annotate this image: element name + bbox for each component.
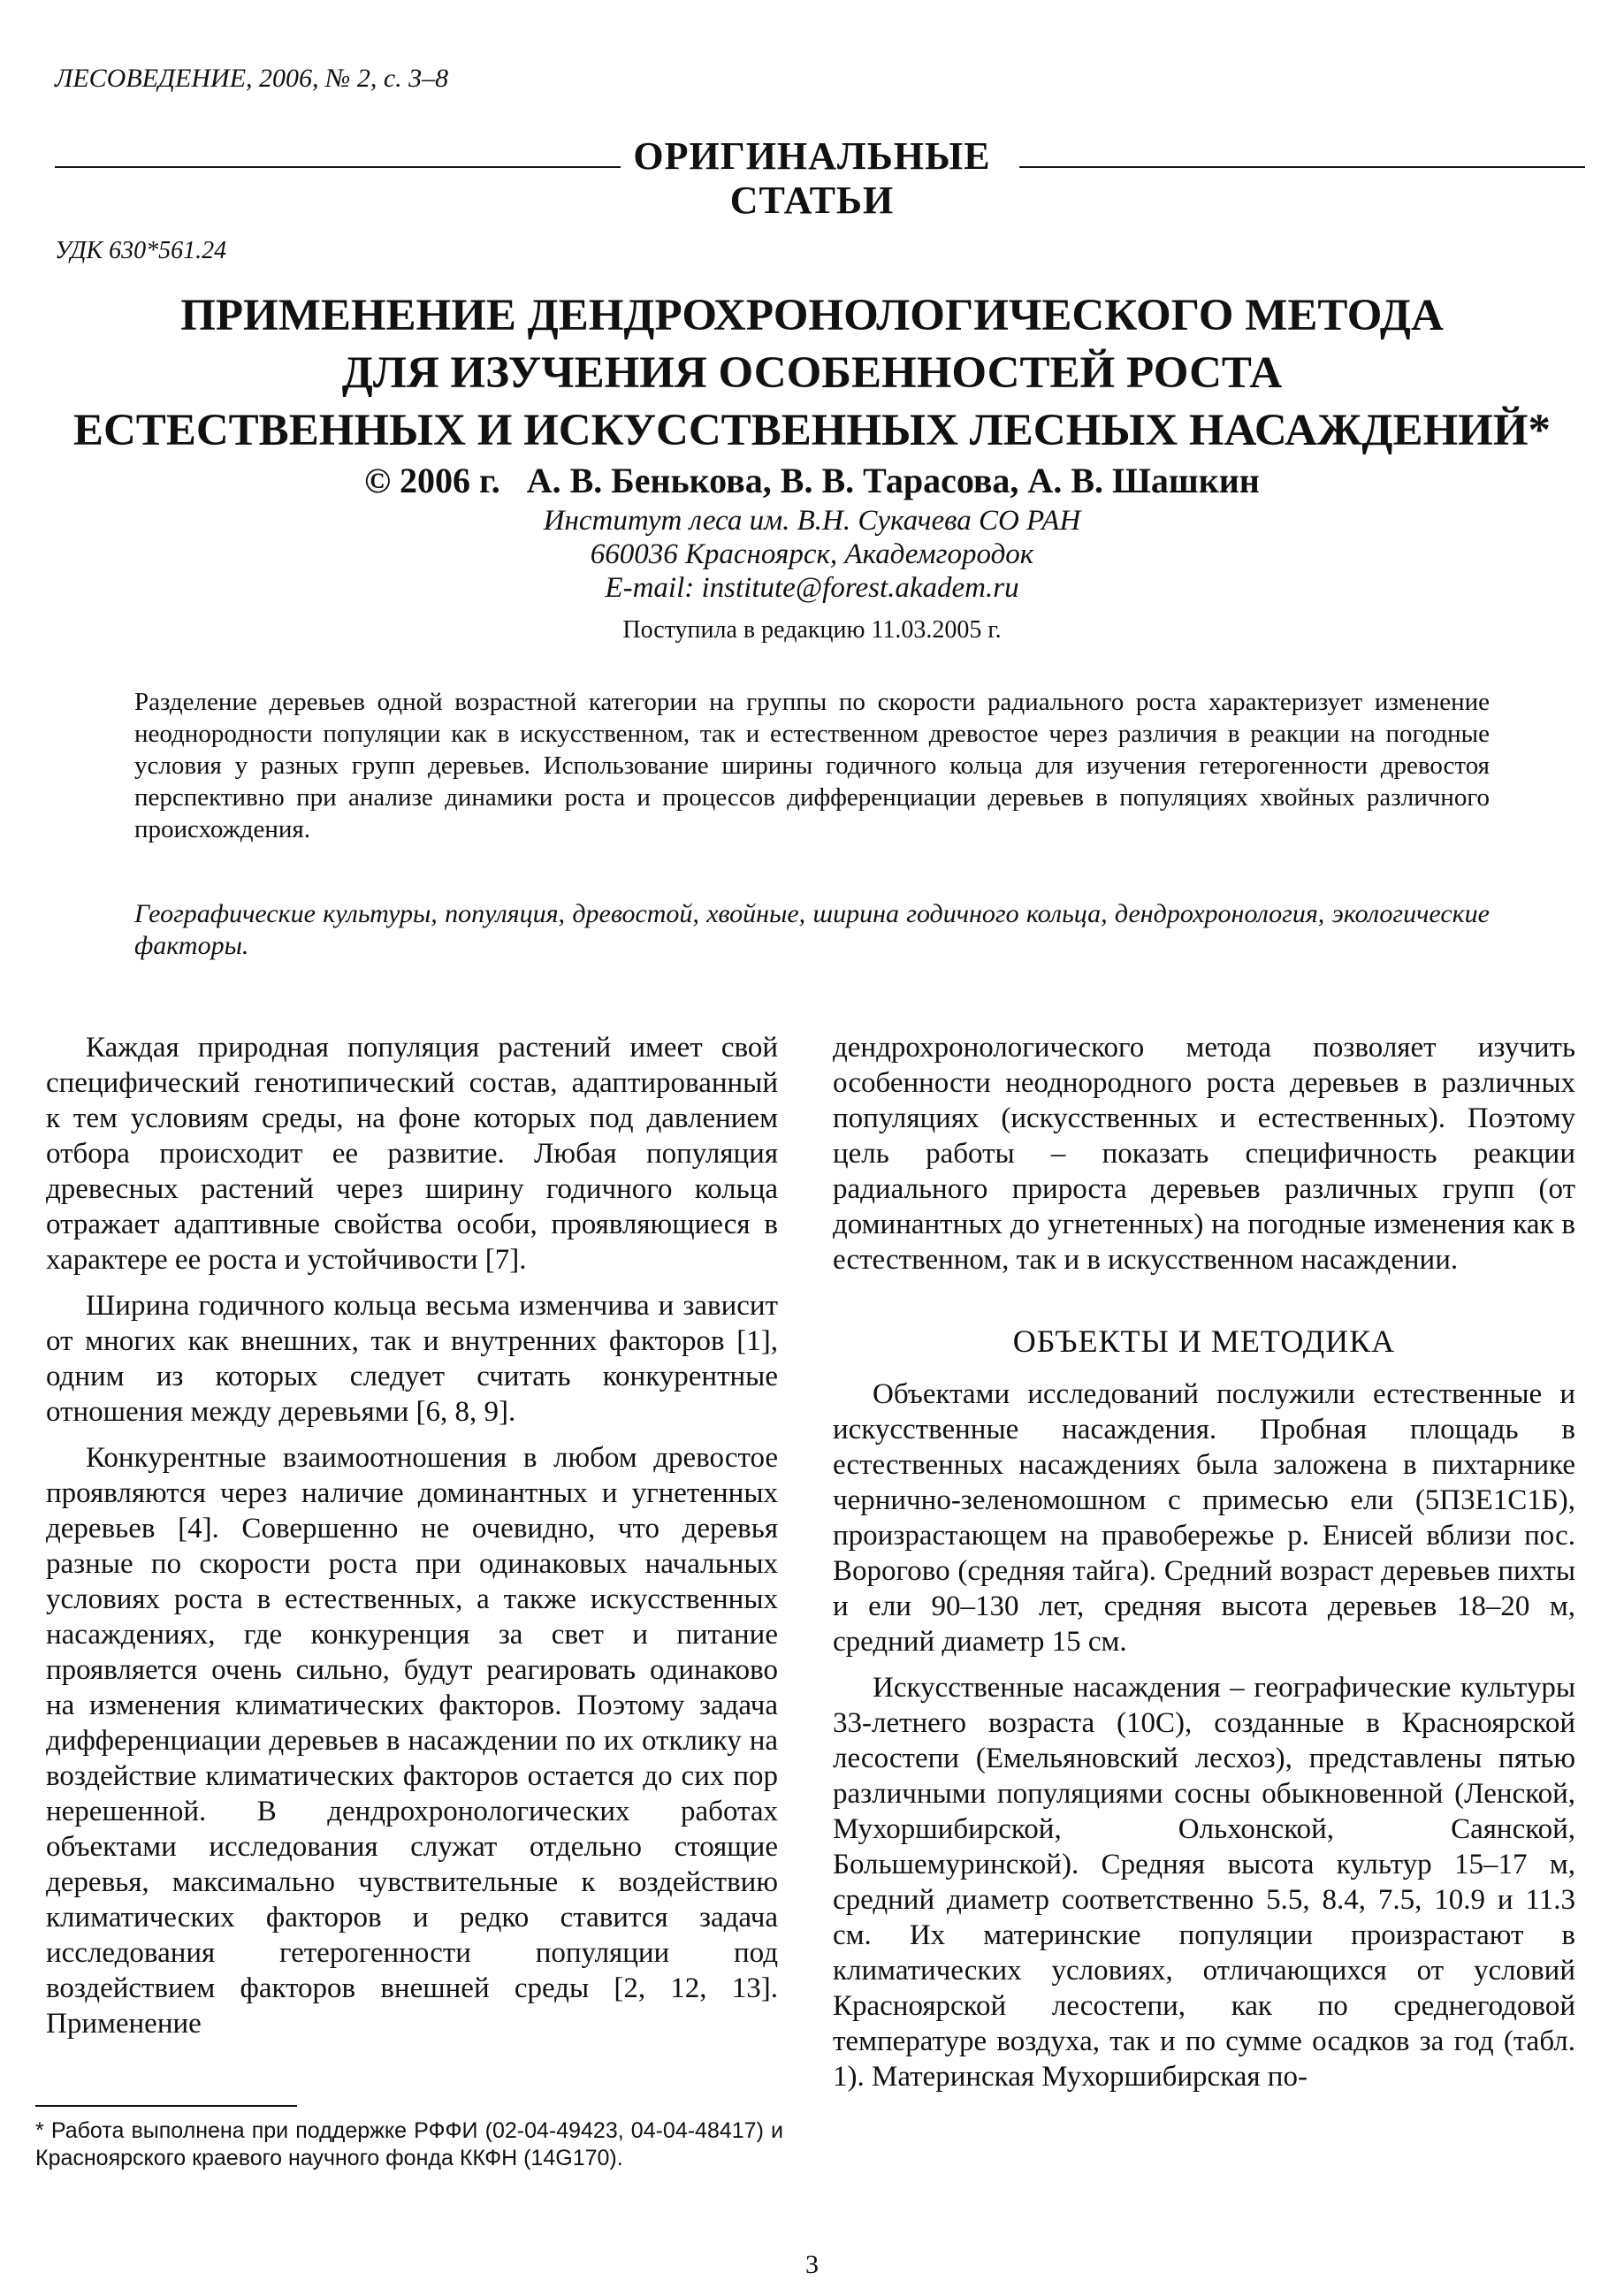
keywords: Географические культуры, популяция, древостой, хвойные, ширина годичного кольца, дендрохронология, экологические факторы. (134, 899, 1490, 960)
abstract-text: Разделение деревьев одной возрастной категории на группы по скорости радиального роста характеризует изменение неоднородности популяции как в искусственном, так и естественном древостое через различия в реакции на погодные условия у разных групп деревьев. Использование ширины годичного кольца для изучения гетерогенности древостоя перспективно при анализе динамики роста и процессов дифференциации деревьев в популяциях хвойных различного происхождения. (134, 688, 1490, 843)
paragraph: Ширина годичного кольца весьма изменчива и зависит от многих как внешних, так и внутренних факторов [1], одним из которых следует считать конкурентные отношения между деревьями [6, 8, 9]. (46, 1290, 778, 1428)
page-number: 3 (805, 2250, 819, 2279)
title-line-1: ПРИМЕНЕНИЕ ДЕНДРОХРОНОЛОГИЧЕСКОГО МЕТОДА (180, 291, 1444, 340)
received-date: Поступила в редакцию 11.03.2005 г. (622, 616, 1002, 644)
affiliation (0, 504, 1624, 605)
affiliation-institute: Институт леса им. В.Н. Сукачева СО РАН (543, 505, 1081, 537)
udk-code: УДК 630*561.24 (55, 237, 227, 264)
paragraph: Конкурентные взаимоотношения в любом древостое проявляются через наличие доминантных и угнетенных деревьев [4]. Совершенно не очевидно, что деревья разные по скорости роста при одинаковых начальных условиях роста в естественных, а также искусственных насаждениях, где конкуренция за свет и питание проявляется очень сильно, будут реагировать одинаково на изменения климатических факторов. Поэтому задача дифференциации деревьев в насаждении по их отклику на воздействие климатических факторов остается до сих пор нерешенной. В дендрохронологических работах объектами исследования служат отдельно стоящие деревья, максимально чувствительные к воздействию климатических факторов и редко ставится задача исследования гетерогенности популяции под воздействием факторов внешней среды [2, 12, 13]. Применение (46, 1442, 778, 2040)
paragraph: дендрохронологического метода позволяет изучить особенности неоднородного роста деревьев в различных популяциях (искусственных и естественных). Поэтому цель работы – показать специфичность реакции радиального прироста деревьев различных групп (от доминантных до угнетенных) на погодные изменения как в естественном, так и в искусственном насаждении. (833, 1032, 1575, 1276)
rubric-heading (0, 134, 1624, 223)
paragraph: Искусственные насаждения – географические культуры 33-летнего возраста (10С), созданные в Красноярской лесостепи (Емельяновский лесхоз), представлены пятью различными популяциями сосны обыкновенной (Ленской, Мухоршибирской, Ольхонской, Саянской, Большемуринской). Средняя высота культур 15–17 м, средний диаметр соответственно 5.5, 8.4, 7.5, 10.9 и 11.3 см. Их материнские популяции произрастают в климатических условиях, отличающихся от условий Красноярской лесостепи, как по среднегодовой температуре воздуха, так и по сумме осадков за год (табл. 1). Материнская Мухоршибирская по- (833, 1672, 1575, 2093)
title-line-2: ДЛЯ ИЗУЧЕНИЯ ОСОБЕННОСТЕЙ РОСТА (341, 348, 1283, 398)
rubric-line-2: СТАТЬИ (729, 179, 895, 222)
authors-line: © 2006 г. А. В. Бенькова, В. В. Тарасова, А. В. Шашкин (364, 461, 1260, 500)
footnote-rule (35, 2105, 297, 2107)
affiliation-address: 660036 Красноярск, Академгородок (590, 538, 1034, 570)
rubric-line-1: ОРИГИНАЛЬНЫЕ (633, 134, 991, 178)
article-title (53, 287, 1571, 460)
abstract (134, 686, 1490, 845)
paragraph: Объектами исследований послужили естественные и искусственные насаждения. Пробная площадь в естественных насаждениях была заложена в пихтарнике чернично-зеленомошном с примесью ели (5П3Е1С1Б), произрастающем на правобережье р. Енисей вблизи пос. Ворогово (средняя тайга). Средний возраст деревьев пихты и ели 90–130 лет, средняя высота деревьев 18–20 м, средний диаметр 15 см. (833, 1378, 1575, 1658)
body-column-left (46, 1030, 778, 2052)
affiliation-email: E-mail: institute@forest.akadem.ru (605, 572, 1019, 604)
body-column-right (833, 1030, 1575, 2105)
journal-citation: ЛЕСОВЕДЕНИЕ, 2006, № 2, с. 3–8 (55, 64, 449, 93)
paragraph: Каждая природная популяция растений имеет свой специфический генотипический состав, адаптированный к тем условиям среды, на фоне которых под давлением отбора происходит ее развитие. Любая популяция древесных растений через ширину годичного кольца отражает адаптивные свойства особи, проявляющиеся в характере ее роста и устойчивости [7]. (46, 1032, 778, 1276)
title-line-3: ЕСТЕСТВЕННЫХ И ИСКУССТВЕННЫХ ЛЕСНЫХ НАСАЖДЕНИЙ* (72, 406, 1552, 455)
footnote: * Работа выполнена при поддержке РФФИ (02-04-49423, 04-04-48417) и Красноярского краевого научного фонда ККФН (14G170). (35, 2118, 783, 2170)
section-heading: ОБЪЕКТЫ И МЕТОДИКА (1012, 1323, 1396, 1359)
